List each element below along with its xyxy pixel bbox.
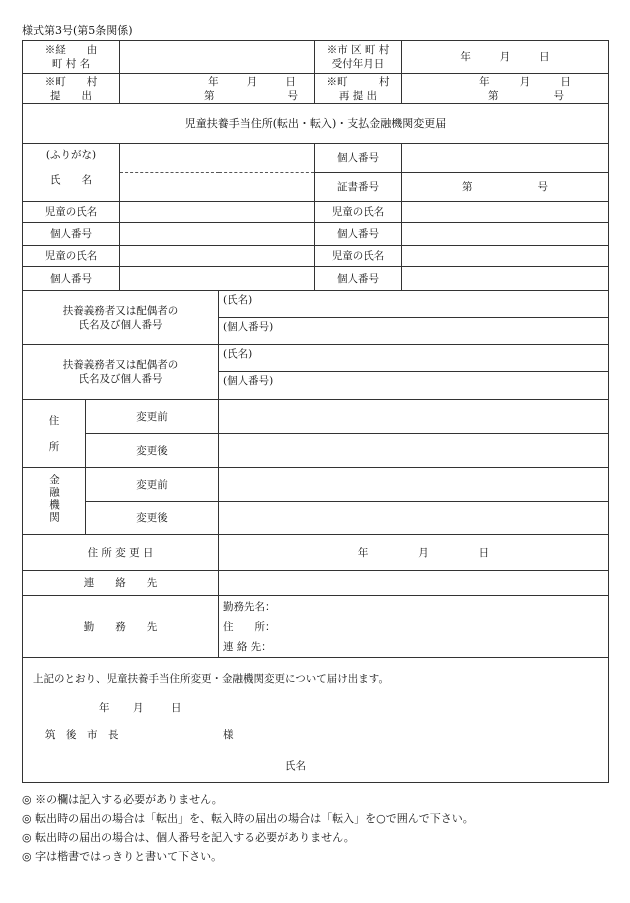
- sama-label: 様: [223, 729, 234, 741]
- town-submit-label: ※町 村 提 出: [23, 74, 120, 104]
- address-after-label: 変更後: [86, 434, 219, 468]
- supporter-number-field[interactable]: (個人番号): [219, 372, 609, 400]
- contact-field[interactable]: [219, 571, 609, 596]
- child-number-label: 個人番号: [315, 223, 402, 246]
- cert-number-label: 証書番号: [315, 173, 402, 202]
- workplace-label: 勤 務 先: [23, 596, 219, 658]
- child-name-label: 児童の氏名: [315, 246, 402, 267]
- child-name-label: 児童の氏名: [315, 202, 402, 223]
- form-table: [22, 40, 609, 783]
- supporter-name-field[interactable]: (氏名): [219, 345, 609, 372]
- mayor-label: 筑 後 市 長: [45, 729, 119, 741]
- form-title: 児童扶養手当住所(転出・転入)・支払金融機関変更届: [23, 104, 609, 144]
- workplace-name-label: 勤務先名：: [223, 600, 276, 613]
- furigana-label: (ふりがな): [23, 144, 120, 173]
- supporter-label: 扶養義務者又は配偶者の 氏名及び個人番号: [23, 345, 219, 400]
- address-label: 住 所: [23, 400, 86, 468]
- contact-label: 連 絡 先: [23, 571, 219, 596]
- child-name-field[interactable]: [120, 246, 315, 267]
- address-before-label: 変更前: [86, 400, 219, 434]
- my-number-label: 個人番号: [315, 144, 402, 173]
- child-number-label: 個人番号: [315, 267, 402, 291]
- town-resubmit-label: ※町 村 再 提 出: [315, 74, 402, 104]
- note-item: ◎ 字は楷書ではっきりと書いて下さい。: [22, 850, 223, 863]
- child-number-field[interactable]: [402, 223, 609, 246]
- reception-date-field[interactable]: 年 月 日: [402, 41, 609, 74]
- supporter-name-field[interactable]: (氏名): [219, 291, 609, 318]
- child-name-label: 児童の氏名: [23, 202, 120, 223]
- town-submit-field[interactable]: 年 月 日 第 号: [120, 74, 315, 104]
- child-name-field[interactable]: [120, 202, 315, 223]
- name-label: 氏 名: [23, 173, 120, 202]
- notes: [22, 790, 612, 866]
- workplace-field[interactable]: [219, 596, 609, 658]
- my-number-field[interactable]: [402, 144, 609, 173]
- child-name-label: 児童の氏名: [23, 246, 120, 267]
- via-town-field[interactable]: [120, 41, 315, 74]
- child-number-field[interactable]: [120, 223, 315, 246]
- decl-year: 年: [99, 702, 110, 714]
- note-item: ◎ 転出時の届出の場合は「転出」を、転入時の届出の場合は「転入」を○で囲んで下さい。: [22, 812, 474, 825]
- bank-before-label: 変更前: [86, 468, 219, 502]
- supporter-number-field[interactable]: (個人番号): [219, 318, 609, 345]
- via-town-label: ※経 由 町 村 名: [23, 41, 120, 74]
- child-number-field[interactable]: [402, 267, 609, 291]
- child-number-field[interactable]: [120, 267, 315, 291]
- reception-date-label: ※市 区 町 村 受付年月日: [315, 41, 402, 74]
- supporter-label: 扶養義務者又は配偶者の 氏名及び個人番号: [23, 291, 219, 345]
- child-number-label: 個人番号: [23, 223, 120, 246]
- furigana-field[interactable]: [120, 144, 315, 173]
- bank-label: 金融機関: [23, 468, 86, 535]
- child-name-field[interactable]: [402, 202, 609, 223]
- address-before-field[interactable]: [219, 400, 609, 434]
- note-item: ◎ ※の欄は記入する必要がありません。: [22, 793, 223, 806]
- bank-after-field[interactable]: [219, 502, 609, 535]
- cert-number-field[interactable]: 第 号: [402, 173, 609, 202]
- move-date-label: 住 所 変 更 日: [23, 535, 219, 571]
- bank-before-field[interactable]: [219, 468, 609, 502]
- move-date-field[interactable]: 年 月 日: [219, 535, 609, 571]
- decl-day: 日: [171, 702, 182, 714]
- town-resubmit-field[interactable]: 年 月 日 第 号: [402, 74, 609, 104]
- note-item: ◎ 転出時の届出の場合は、個人番号を記入する必要がありません。: [22, 831, 355, 844]
- workplace-contact-label: 連 絡 先：: [223, 640, 272, 653]
- signature-name-label: 氏名: [285, 760, 306, 772]
- address-after-field[interactable]: [219, 434, 609, 468]
- child-number-label: 個人番号: [23, 267, 120, 291]
- decl-month: 月: [133, 702, 144, 714]
- form-label: 様式第3号(第5条関係): [22, 24, 133, 37]
- child-name-field[interactable]: [402, 246, 609, 267]
- workplace-address-label: 住 所：: [223, 620, 276, 633]
- declaration-text: 上記のとおり、児童扶養手当住所変更・金融機関変更について届け出ます。: [33, 673, 389, 685]
- name-field[interactable]: [120, 173, 315, 202]
- declaration-box: [23, 658, 609, 783]
- bank-after-label: 変更後: [86, 502, 219, 535]
